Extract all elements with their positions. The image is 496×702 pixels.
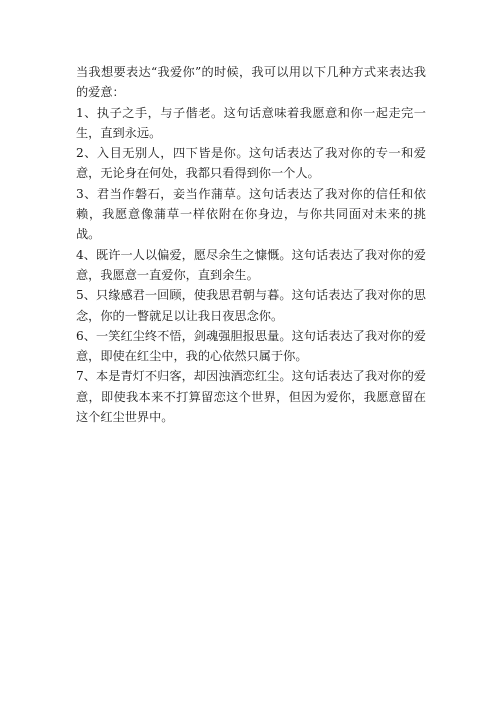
document-body xyxy=(76,62,426,427)
list-item: 5、只缘感君一回顾，使我思君朝与暮。这句话表达了我对你的思念，你的一瞥就足以让我日夜思念你。 xyxy=(76,288,426,323)
list-item: 3、君当作磐石，妾当作蒲草。这句话表达了我对你的信任和依赖，我愿意像蒲草一样依附在你身边，与你共同面对未来的挑战。 xyxy=(76,186,426,242)
list-item: 7、本是青灯不归客，却因浊酒恋红尘。这句话表达了我对你的爱意，即使我本来不打算留恋这个世界，但因为爱你，我愿意留在这个红尘世界中。 xyxy=(76,369,426,425)
list-item: 4、既许一人以偏爱，愿尽余生之慷慨。这句话表达了我对你的爱意，我愿意一直爱你，直到余生。 xyxy=(76,247,426,282)
list-item: 1、执子之手，与子偕老。这句话意味着我愿意和你一起走完一生，直到永远。 xyxy=(76,105,426,140)
intro-paragraph: 当我想要表达“我爱你”的时候，我可以用以下几种方式来表达我的爱意： xyxy=(76,65,426,100)
list-item: 6、一笑红尘终不悟，剑魂强胆报思量。这句话表达了我对你的爱意，即使在红尘中，我的心依然只属于你。 xyxy=(76,328,426,364)
list-item: 2、入目无别人，四下皆是你。这句话表达了我对你的专一和爱意，无论身在何处，我都只看得到你一个人。 xyxy=(76,146,426,181)
